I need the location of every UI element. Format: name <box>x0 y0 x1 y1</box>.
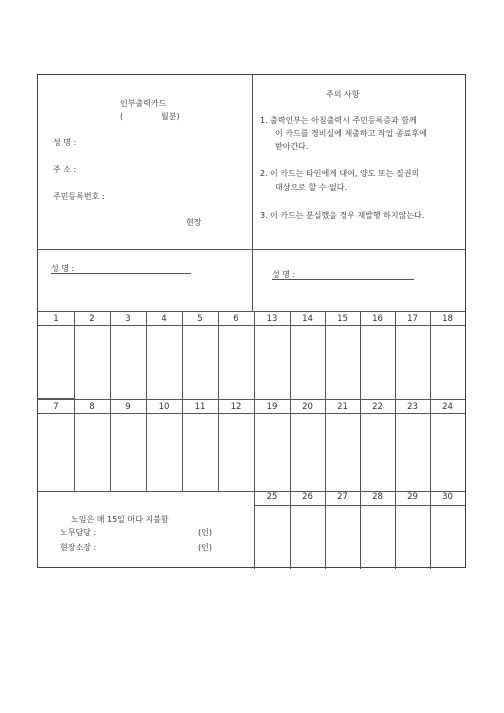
worker-attendance-card <box>37 74 466 568</box>
site-manager-seal: (인) <box>198 543 212 552</box>
day-cell-6: 6 <box>233 314 239 324</box>
stub-left-name-label: 성 명 : <box>51 264 75 273</box>
day-cell-19: 19 <box>266 402 278 412</box>
notice-item-2-line2: 대상으로 할 수 없다. <box>275 183 347 192</box>
notice-item-1-num: 1. <box>260 116 268 125</box>
stub-right-name-line <box>272 279 414 280</box>
month-open-paren: ( <box>120 112 124 121</box>
day-cell-9: 9 <box>125 402 131 412</box>
day-cell-26: 26 <box>302 492 313 502</box>
day-cell-15: 15 <box>337 314 348 324</box>
day-cell-25: 25 <box>266 492 278 502</box>
labor-manager-label: 노무담당 : <box>60 528 97 537</box>
address-label: 주 소 : <box>53 165 77 174</box>
day-cell-1: 1 <box>53 314 59 324</box>
name-label: 성 명 : <box>53 138 77 147</box>
day-cell-17: 17 <box>407 314 418 324</box>
day-cell-10: 10 <box>158 402 170 412</box>
notice-item-2-line1: 이 카드는 타인에게 대여, 양도 또는 질권의 <box>270 169 420 178</box>
stub-left-name-line <box>51 273 191 274</box>
day-cell-11: 11 <box>194 402 206 412</box>
notice-item-1-line1: 출력인부는 아침출력시 주민등록증과 함께 <box>270 116 417 125</box>
day-cell-16: 16 <box>372 314 383 324</box>
day-cell-14: 14 <box>302 314 313 324</box>
day-cell-24: 24 <box>442 402 453 412</box>
notice-item-1-line2: 이 카드를 경비실에 제출하고 작업 종료후에 <box>275 129 427 138</box>
resident-id-label: 주민등록번호 : <box>53 192 105 201</box>
day-cell-3: 3 <box>125 314 131 324</box>
pay-note: 노임은 매 15일 마다 지불함 <box>71 515 169 524</box>
labor-manager-seal: (인) <box>198 528 212 537</box>
site-manager-label: 현장소장 : <box>60 543 97 552</box>
day-cell-30: 30 <box>442 492 453 502</box>
day-cell-27: 27 <box>337 492 348 502</box>
day-cell-18: 18 <box>442 314 453 324</box>
day-cell-29: 29 <box>407 492 418 502</box>
day-cell-21: 21 <box>337 402 348 412</box>
stub-right-name-label: 성 명 : <box>272 270 296 279</box>
day-cell-23: 23 <box>407 402 418 412</box>
day-cell-12: 12 <box>230 402 242 412</box>
day-cell-8: 8 <box>89 402 95 412</box>
day-cell-20: 20 <box>302 402 313 412</box>
notice-item-2-num: 2. <box>260 169 268 178</box>
day-cell-13: 13 <box>266 314 278 324</box>
notice-item-3-line1: 이 카드는 분실했을 경우 재발행 하지않는다. <box>270 211 425 220</box>
notice-item-1-line3: 받아간다. <box>275 142 309 151</box>
notice-title: 주의 사항 <box>326 90 360 99</box>
month-label: 월분) <box>161 112 180 121</box>
day-cell-5: 5 <box>197 314 203 324</box>
day-cell-4: 4 <box>161 314 167 324</box>
day-cell-7: 7 <box>53 402 59 412</box>
day-cell-28: 28 <box>372 492 383 502</box>
card-title: 인부출력카드 <box>120 99 167 108</box>
day-cell-2: 2 <box>89 314 95 324</box>
day-cell-22: 22 <box>372 402 383 412</box>
site-label: 현장 <box>186 218 202 227</box>
notice-item-3-num: 3. <box>260 211 268 220</box>
